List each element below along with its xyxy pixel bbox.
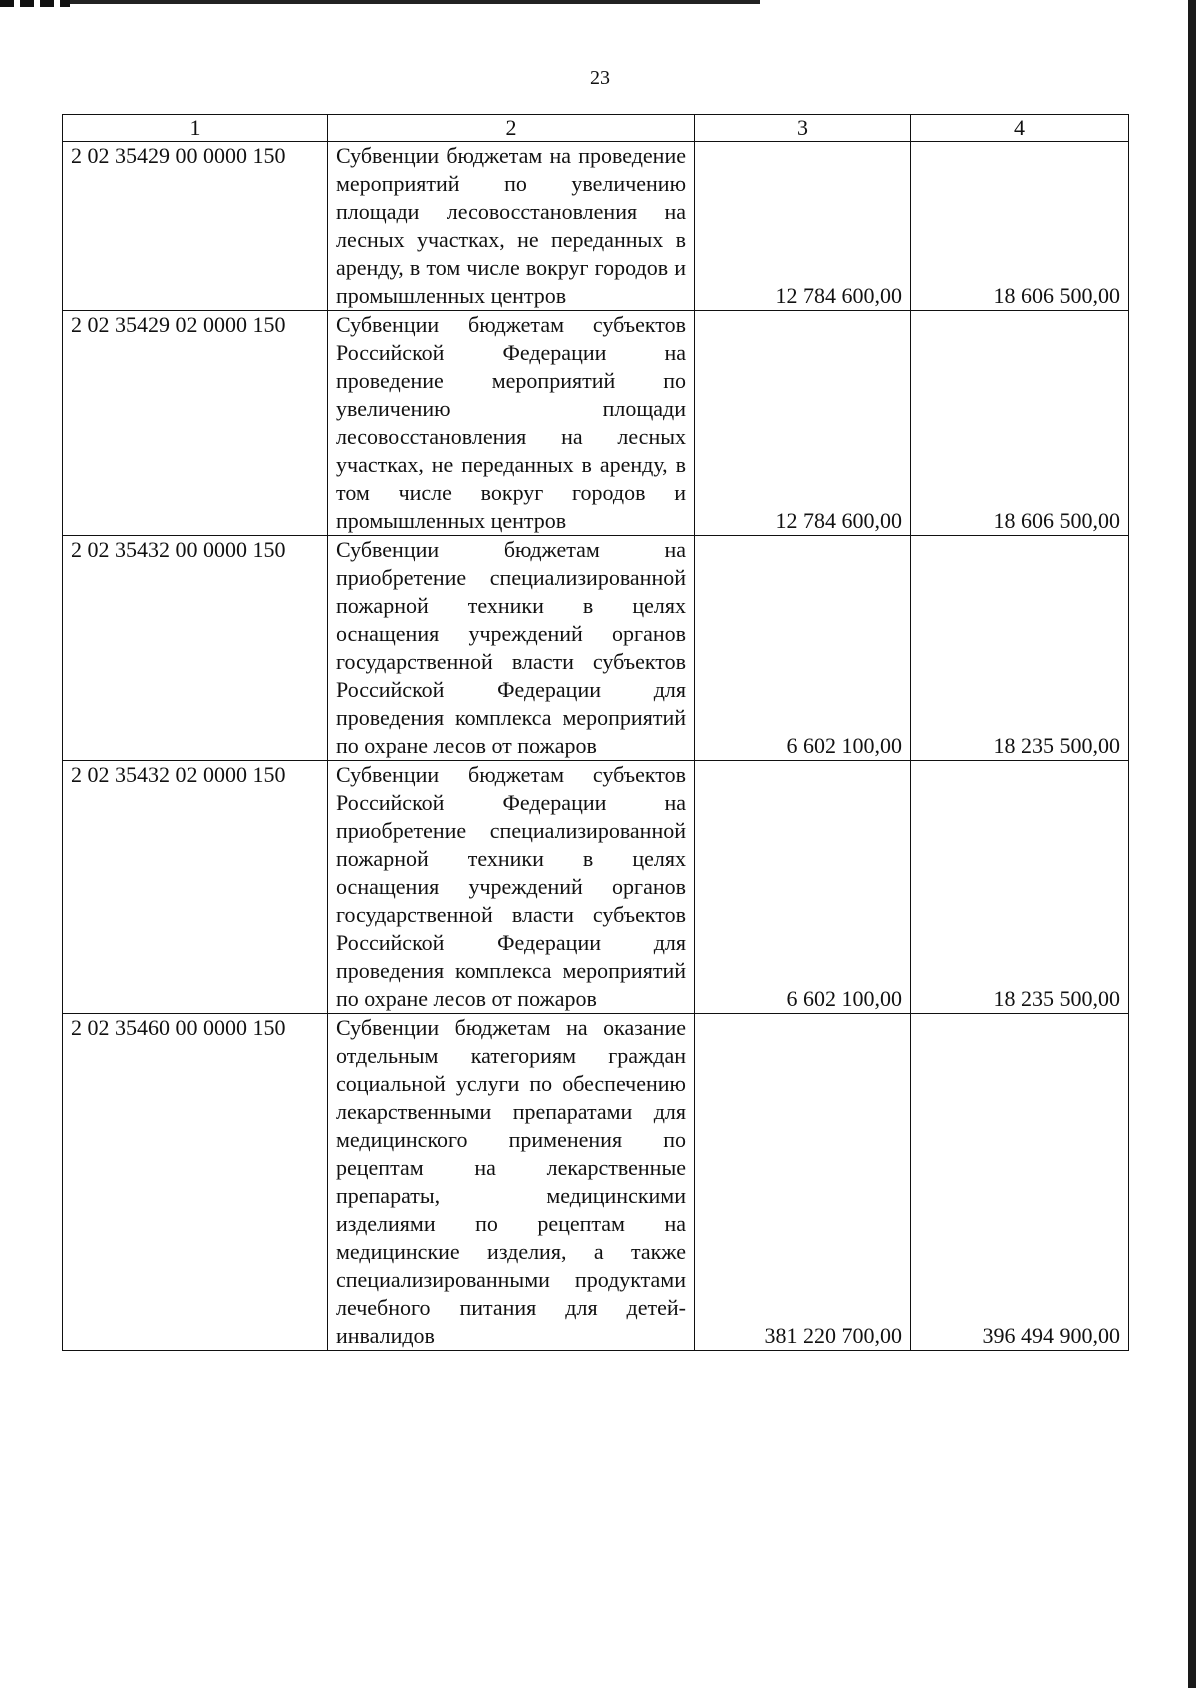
budget-code: 2 02 35429 02 0000 150	[63, 311, 328, 536]
scan-artifact-right-edge	[1188, 0, 1196, 1688]
budget-code: 2 02 35432 00 0000 150	[63, 536, 328, 761]
item-name: Субвенции бюджетам субъектов Российской Федерации на приобретение специализированной пожарной техники в целях оснащения учреждений органов государственной власти субъектов Российской Федерации для проведения комплекса мероприятий по охране лесов от пожаров	[328, 761, 695, 1014]
table-row	[63, 536, 1129, 761]
header-row	[63, 115, 1129, 142]
table-header	[63, 115, 1129, 142]
amount-col-3: 6 602 100,00	[695, 536, 911, 761]
budget-code: 2 02 35429 00 0000 150	[63, 142, 328, 311]
amount-col-4: 396 494 900,00	[911, 1014, 1129, 1351]
amount-col-4: 18 606 500,00	[911, 142, 1129, 311]
budget-table	[62, 114, 1129, 1351]
scan-artifact-top-line	[0, 0, 760, 4]
item-name: Субвенции бюджетам на приобретение специализированной пожарной техники в целях оснащения учреждений органов государственной власти субъектов Российской Федерации для проведения комплекса мероприятий по охране лесов от пожаров	[328, 536, 695, 761]
header-col-3: 3	[695, 115, 911, 142]
header-col-2: 2	[328, 115, 695, 142]
table-body	[63, 142, 1129, 1351]
amount-col-3: 381 220 700,00	[695, 1014, 911, 1351]
amount-col-4: 18 606 500,00	[911, 311, 1129, 536]
amount-col-3: 6 602 100,00	[695, 761, 911, 1014]
scan-artifact-top-dots	[0, 0, 70, 7]
table-row	[63, 761, 1129, 1014]
header-col-1: 1	[63, 115, 328, 142]
budget-code: 2 02 35460 00 0000 150	[63, 1014, 328, 1351]
table-row	[63, 1014, 1129, 1351]
table-row	[63, 311, 1129, 536]
item-name: Субвенции бюджетам субъектов Российской Федерации на проведение мероприятий по увеличению площади лесовосстановления на лесных участках, не переданных в аренду, в том числе вокруг городов и промышленных центров	[328, 311, 695, 536]
amount-col-3: 12 784 600,00	[695, 311, 911, 536]
table-row	[63, 142, 1129, 311]
item-name: Субвенции бюджетам на проведение мероприятий по увеличению площади лесовосстановления на лесных участках, не переданных в аренду, в том числе вокруг городов и промышленных центров	[328, 142, 695, 311]
item-name: Субвенции бюджетам на оказание отдельным категориям граждан социальной услуги по обеспечению лекарственными препаратами для медицинского применения по рецептам на лекарственные препараты, медицинскими изделиями по рецептам на медицинские изделия, а также специализированными продуктами лечебного питания для детей-инвалидов	[328, 1014, 695, 1351]
page-number: 23	[590, 67, 610, 89]
header-col-4: 4	[911, 115, 1129, 142]
amount-col-4: 18 235 500,00	[911, 761, 1129, 1014]
amount-col-4: 18 235 500,00	[911, 536, 1129, 761]
budget-code: 2 02 35432 02 0000 150	[63, 761, 328, 1014]
amount-col-3: 12 784 600,00	[695, 142, 911, 311]
